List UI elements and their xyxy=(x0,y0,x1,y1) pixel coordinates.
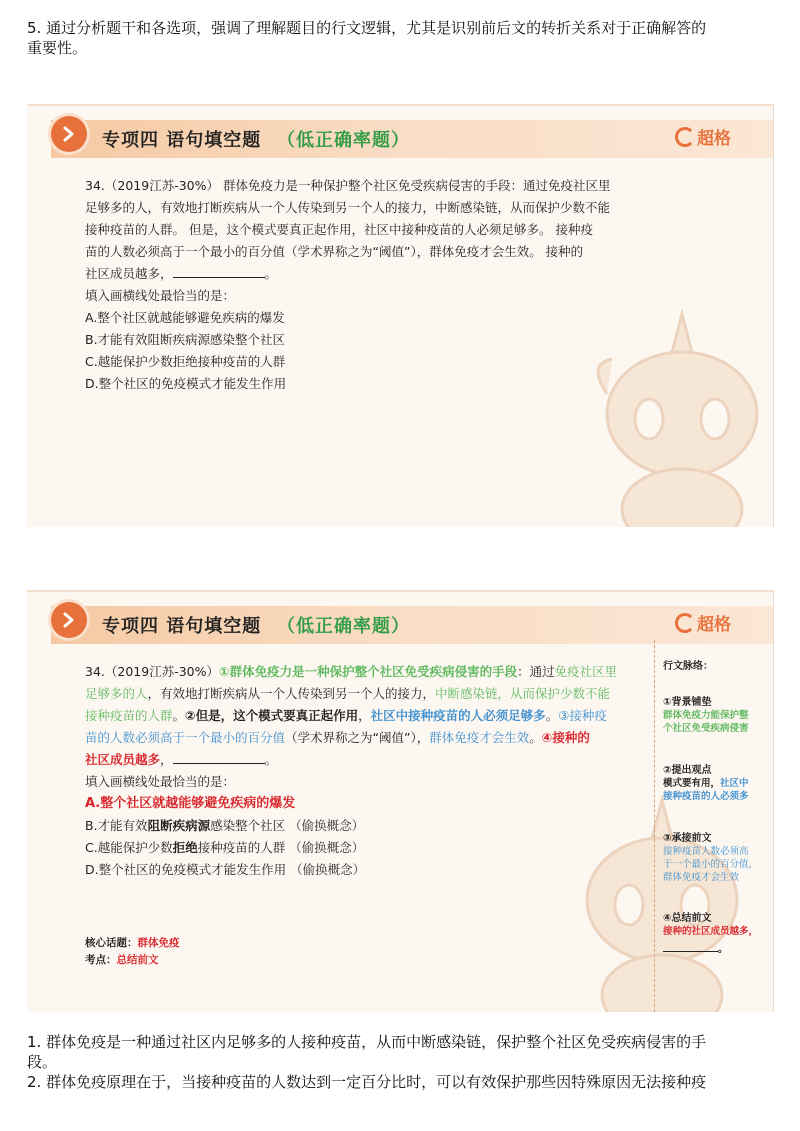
intro-line-1: 5. 通过分析题干和各选项，强调了理解题目的行文逻辑，尤其是识别前后文的转折关系对于正确解答的 xyxy=(27,19,707,37)
slide-analysis xyxy=(27,590,774,1012)
analysis-line: 接种疫苗的人群。②但是，这个模式要真正起作用，社区中接种疫苗的人必须足够多。③接种疫 xyxy=(85,708,607,723)
intro-line-2: 重要性。 xyxy=(27,39,88,57)
slide-question xyxy=(27,104,774,527)
sidebar-step-3: ③承接前文 接种疫苗人数必须高 于一个最小的百分值， 群体免疫才会生效 xyxy=(663,833,759,883)
question-text xyxy=(85,175,610,395)
option-a-correct: A.整个社区就越能够避免疾病的爆发 xyxy=(85,796,296,811)
answer-blank xyxy=(173,750,265,764)
analysis-line: 34.（2019江苏-30%）①群体免疫力是一种保护整个社区免受疾病侵害的手段：通过免疫社区里 xyxy=(85,664,618,679)
logo-g-icon xyxy=(675,127,695,147)
sidebar-blank xyxy=(663,938,718,952)
option-c: C.越能保护少数拒绝接种疫苗的人群 xyxy=(85,354,286,369)
question-line: 足够多的人，有效地打断疾病从一个人传染到另一个人的接力，中断感染链，从而保护少数不能 xyxy=(85,200,611,215)
intro-paragraph xyxy=(27,18,772,58)
brand-logo: 超格 xyxy=(675,610,745,636)
section-title: 专项四 语句填空题 xyxy=(102,616,262,637)
sidebar-step-2: ②提出观点 模式要有用，社区中 接种疫苗的人必须多 xyxy=(663,765,749,802)
question-line: 34.（2019江苏-30%） 群体免疫力是一种保护整个社区免受疾病侵害的手段：通过免疫社区里 xyxy=(85,178,611,193)
section-title: 专项四 语句填空题 xyxy=(102,130,262,151)
question-line: 苗的人数必须高于一个最小的百分值（学术界称之为“阈值”），群体免疫才会生效。 接种的 xyxy=(85,244,584,259)
sidebar-step-1: ①背景铺垫 群体免疫力能保护整 个社区免受疾病侵害 xyxy=(663,697,749,734)
option-d: D.整个社区的免疫模式才能发生作用 xyxy=(85,376,287,391)
analysis-line: 足够多的人，有效地打断疾病从一个人传染到另一个人的接力，中断感染链，从而保护少数不能 xyxy=(85,686,611,701)
question-line: 社区成员越多， 。 xyxy=(85,266,278,281)
question-prompt: 填入画横线处最恰当的是： xyxy=(85,774,236,789)
summary-paragraphs xyxy=(27,1032,772,1092)
question-line: 接种疫苗的人群。 但是，这个模式要真正起作用，社区中接种疫苗的人必须足够多。 接种疫 xyxy=(85,222,593,237)
analysis-line: 社区成员越多， 。 xyxy=(85,752,278,767)
analysis-line: 苗的人数必须高于一个最小的百分值（学术界称之为“阈值”），群体免疫才会生效。④接种的 xyxy=(85,730,590,745)
exam-point: 考点：总结前文 xyxy=(85,954,159,966)
option-a: A.整个社区就越能够避免疾病的爆发 xyxy=(85,310,285,325)
summary-line: 1. 群体免疫是一种通过社区内足够多的人接种疫苗，从而中断感染链，保护整个社区免受疾病侵害的手 xyxy=(27,1033,707,1051)
summary-line: 2. 群体免疫原理在于，当接种疫苗的人数达到一定百分比时，可以有效保护那些因特殊原因无法接种疫 xyxy=(27,1073,707,1091)
logo-g-icon xyxy=(675,613,695,633)
summary-line: 段。 xyxy=(27,1053,58,1071)
logic-sidebar xyxy=(654,640,773,1012)
chevron-right-icon xyxy=(51,602,87,638)
unicorn-mascot-image xyxy=(587,304,774,527)
option-b: B.才能有效阻断疾病源感染整个社区 （偷换概念） xyxy=(85,818,365,833)
sidebar-title: 行文脉络： xyxy=(663,661,713,672)
chevron-right-icon xyxy=(51,116,87,152)
section-subtitle: （低正确率题） xyxy=(277,130,410,151)
brand-logo: 超格 xyxy=(675,124,745,150)
answer-blank xyxy=(173,264,265,278)
option-c: C.越能保护少数拒绝接种疫苗的人群 （偷换概念） xyxy=(85,840,365,855)
option-b: B.才能有效阻断疾病源感染整个社区 xyxy=(85,332,286,347)
question-prompt: 填入画横线处最恰当的是： xyxy=(85,288,236,303)
analysis-text xyxy=(85,661,617,881)
section-subtitle: （低正确率题） xyxy=(277,616,410,637)
core-topic: 核心话题：群体免疫 xyxy=(85,937,180,949)
sidebar-step-4: ④总结前文 接种的社区成员越多， 。 xyxy=(663,913,759,955)
option-d: D.整个社区的免疫模式才能发生作用 （偷换概念） xyxy=(85,862,366,877)
